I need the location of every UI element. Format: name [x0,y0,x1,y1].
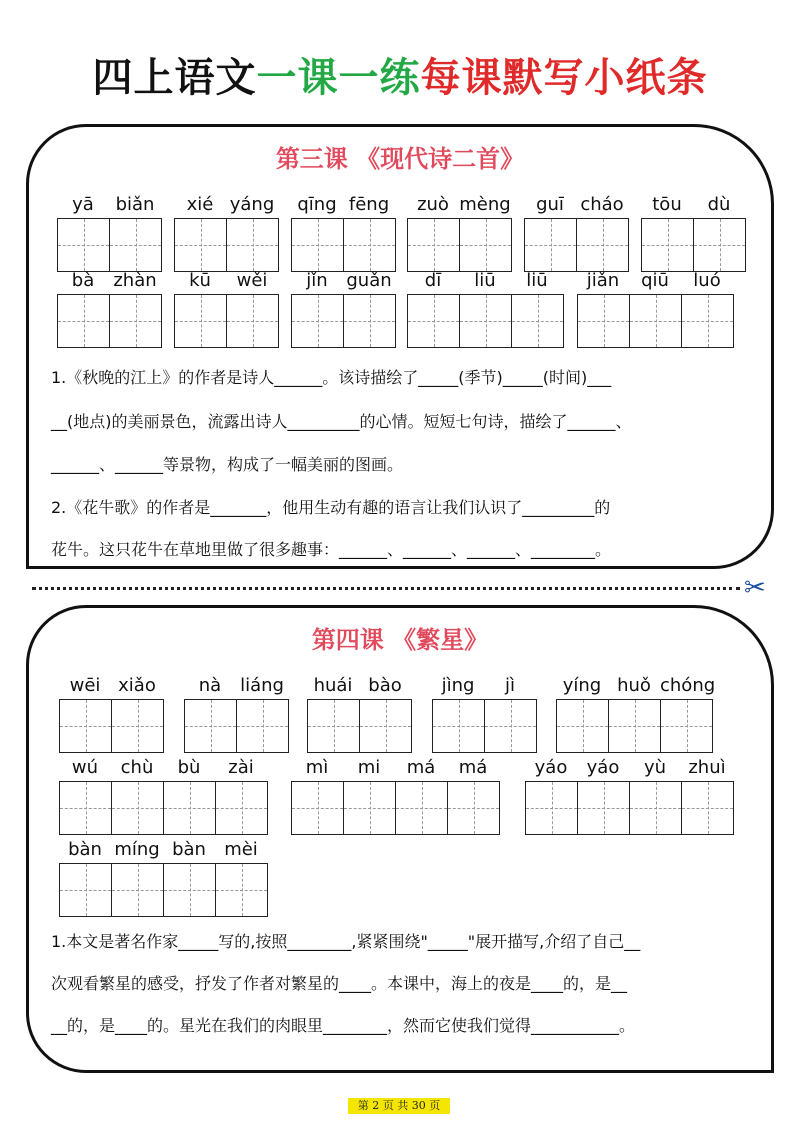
pinyin-label: guī [536,194,564,215]
pinyin-label: wēi [69,675,101,696]
pinyin-label: fēng [348,194,390,215]
scissors-icon: ✂ [744,573,766,603]
lesson-3-question-line: __(地点)的美丽景色，流露出诗人_________的心情。短短七句诗，描绘了______、 [51,412,632,431]
lesson-3-question-line: ______、______等景物，构成了一幅美丽的图画。 [51,455,404,474]
tianzige-cell[interactable] [609,700,661,752]
tianzige-cell[interactable] [227,295,279,347]
tianzige-cell[interactable] [292,782,344,834]
pinyin-label: huái [313,675,353,696]
tianzige-cell[interactable] [185,700,237,752]
pinyin-label: jì [504,675,515,696]
pinyin-label: yáo [586,757,620,778]
writing-boxes [291,781,500,835]
pinyin-label: dī [424,270,442,291]
pinyin-label: xiǎo [118,675,156,696]
writing-boxes [407,294,564,348]
tianzige-cell[interactable] [408,295,460,347]
title-part-2: 一课一练 [256,55,421,101]
lesson-3-card [26,124,774,569]
writing-boxes [57,218,162,272]
title-part-1: 四上语文 [92,55,257,101]
tianzige-cell[interactable] [578,782,630,834]
pinyin-label: wěi [236,270,268,291]
pinyin-label: guǎn [346,270,392,291]
tianzige-cell[interactable] [164,782,216,834]
lesson-3-title: 第三课 《现代诗二首》 [275,145,525,173]
tianzige-cell[interactable] [578,295,630,347]
pinyin-label: míng [114,839,160,860]
pinyin-label: qiū [641,270,669,291]
writing-boxes [59,863,268,917]
tianzige-cell[interactable] [577,219,629,271]
tianzige-cell[interactable] [460,295,512,347]
tianzige-cell[interactable] [292,219,344,271]
pinyin-label: liū [474,270,496,291]
lesson-3-question-line: 2.《花牛歌》的作者是_______，他用生动有趣的语言让我们认识了_________的 [51,498,611,517]
lesson-4-question-line: __的，是____的。星光在我们的肉眼里________，然而它使我们觉得___________。 [51,1016,636,1035]
pinyin-label: yíng [562,675,602,696]
lesson-3-question-line: 花牛。这只花牛在草地里做了很多趣事：______、______、______、________。 [51,540,612,559]
pinyin-label: jìng [441,675,475,696]
tianzige-cell[interactable] [448,782,500,834]
writing-boxes [59,781,268,835]
pinyin-label: má [406,757,436,778]
pinyin-label: wú [71,757,99,778]
pinyin-label: xié [186,194,214,215]
tianzige-cell[interactable] [216,864,268,916]
tianzige-cell[interactable] [60,782,112,834]
pinyin-label: zuò [417,194,449,215]
pinyin-label: yáng [229,194,275,215]
tianzige-cell[interactable] [408,219,460,271]
tianzige-cell[interactable] [630,295,682,347]
lesson-4-card [26,605,774,1073]
pinyin-label: cháo [580,194,624,215]
pinyin-label: liū [526,270,548,291]
writing-boxes [407,218,512,272]
writing-boxes [291,294,396,348]
tianzige-cell[interactable] [642,219,694,271]
pinyin-label: bàn [68,839,102,860]
pinyin-label: bù [177,757,201,778]
pinyin-label: luó [693,270,721,291]
lesson-3-question-line: 1.《秋晚的江上》的作者是诗人______。该诗描绘了_____(季节)_____(时间)___ [51,368,612,387]
writing-boxes [291,218,396,272]
pinyin-label: zhàn [113,270,157,291]
writing-boxes [432,699,537,753]
pinyin-label: chóng [660,675,716,696]
tianzige-cell[interactable] [526,782,578,834]
pinyin-label: mì [305,757,329,778]
tianzige-cell[interactable] [58,295,110,347]
pinyin-label: nà [198,675,222,696]
pinyin-label: kū [189,270,211,291]
writing-boxes [641,218,746,272]
tianzige-cell[interactable] [60,700,112,752]
tianzige-cell[interactable] [110,219,162,271]
pinyin-label: bào [368,675,402,696]
pinyin-label: bàn [172,839,206,860]
lesson-4-question-line: 1.本文是著名作家_____写的,按照________,紧紧围绕"_____"展开描写,介绍了自己__ [51,932,641,951]
tianzige-cell[interactable] [175,219,227,271]
title-part-3: 每课默写小纸条 [420,55,708,101]
tianzige-cell[interactable] [216,782,268,834]
writing-boxes [525,781,734,835]
page-title [0,46,800,110]
lesson-4-title: 第四课 《繁星》 [311,626,489,654]
tianzige-cell[interactable] [485,700,537,752]
tianzige-cell[interactable] [694,219,746,271]
lesson-4-question-line: 次观看繁星的感受，抒发了作者对繁星的____。本课中，海上的夜是____的，是__ [51,974,628,993]
tianzige-cell[interactable] [344,782,396,834]
pinyin-label: yù [643,757,667,778]
writing-boxes [577,294,734,348]
pinyin-label: qīng [297,194,337,215]
tianzige-cell[interactable] [512,295,564,347]
cut-line [32,587,740,590]
pinyin-label: jǐn [306,270,328,291]
writing-boxes [307,699,412,753]
pinyin-label: jiǎn [586,270,620,291]
tianzige-cell[interactable] [308,700,360,752]
tianzige-cell[interactable] [630,782,682,834]
pinyin-label: yā [72,194,94,215]
writing-boxes [524,218,629,272]
tianzige-cell[interactable] [58,219,110,271]
tianzige-cell[interactable] [110,295,162,347]
writing-boxes [174,218,279,272]
writing-boxes [556,699,713,753]
tianzige-cell[interactable] [396,782,448,834]
pinyin-label: bà [71,270,95,291]
tianzige-cell[interactable] [460,219,512,271]
pinyin-label: mèng [459,194,511,215]
tianzige-cell[interactable] [433,700,485,752]
tianzige-cell[interactable] [112,782,164,834]
pinyin-label: liáng [240,675,284,696]
pinyin-label: huǒ [617,675,651,696]
tianzige-cell[interactable] [344,295,396,347]
pinyin-label: tōu [652,194,682,215]
tianzige-cell[interactable] [112,864,164,916]
tianzige-cell[interactable] [175,295,227,347]
tianzige-cell[interactable] [557,700,609,752]
tianzige-cell[interactable] [682,295,734,347]
tianzige-cell[interactable] [237,700,289,752]
page-number: 第 2 页 共 30 页 [348,1098,450,1114]
writing-boxes [184,699,289,753]
writing-boxes [174,294,279,348]
tianzige-cell[interactable] [292,295,344,347]
pinyin-label: zài [228,757,254,778]
writing-boxes [59,699,164,753]
pinyin-label: mèi [224,839,258,860]
pinyin-label: chù [120,757,154,778]
pinyin-label: má [458,757,488,778]
pinyin-label: zhuì [688,757,726,778]
tianzige-cell[interactable] [227,219,279,271]
tianzige-cell[interactable] [344,219,396,271]
pinyin-label: mi [357,757,381,778]
pinyin-label: yáo [534,757,568,778]
tianzige-cell[interactable] [60,864,112,916]
tianzige-cell[interactable] [360,700,412,752]
tianzige-cell[interactable] [682,782,734,834]
pinyin-label: dù [707,194,731,215]
writing-boxes [57,294,162,348]
tianzige-cell[interactable] [164,864,216,916]
tianzige-cell[interactable] [661,700,713,752]
tianzige-cell[interactable] [112,700,164,752]
tianzige-cell[interactable] [525,219,577,271]
pinyin-label: biǎn [115,194,155,215]
